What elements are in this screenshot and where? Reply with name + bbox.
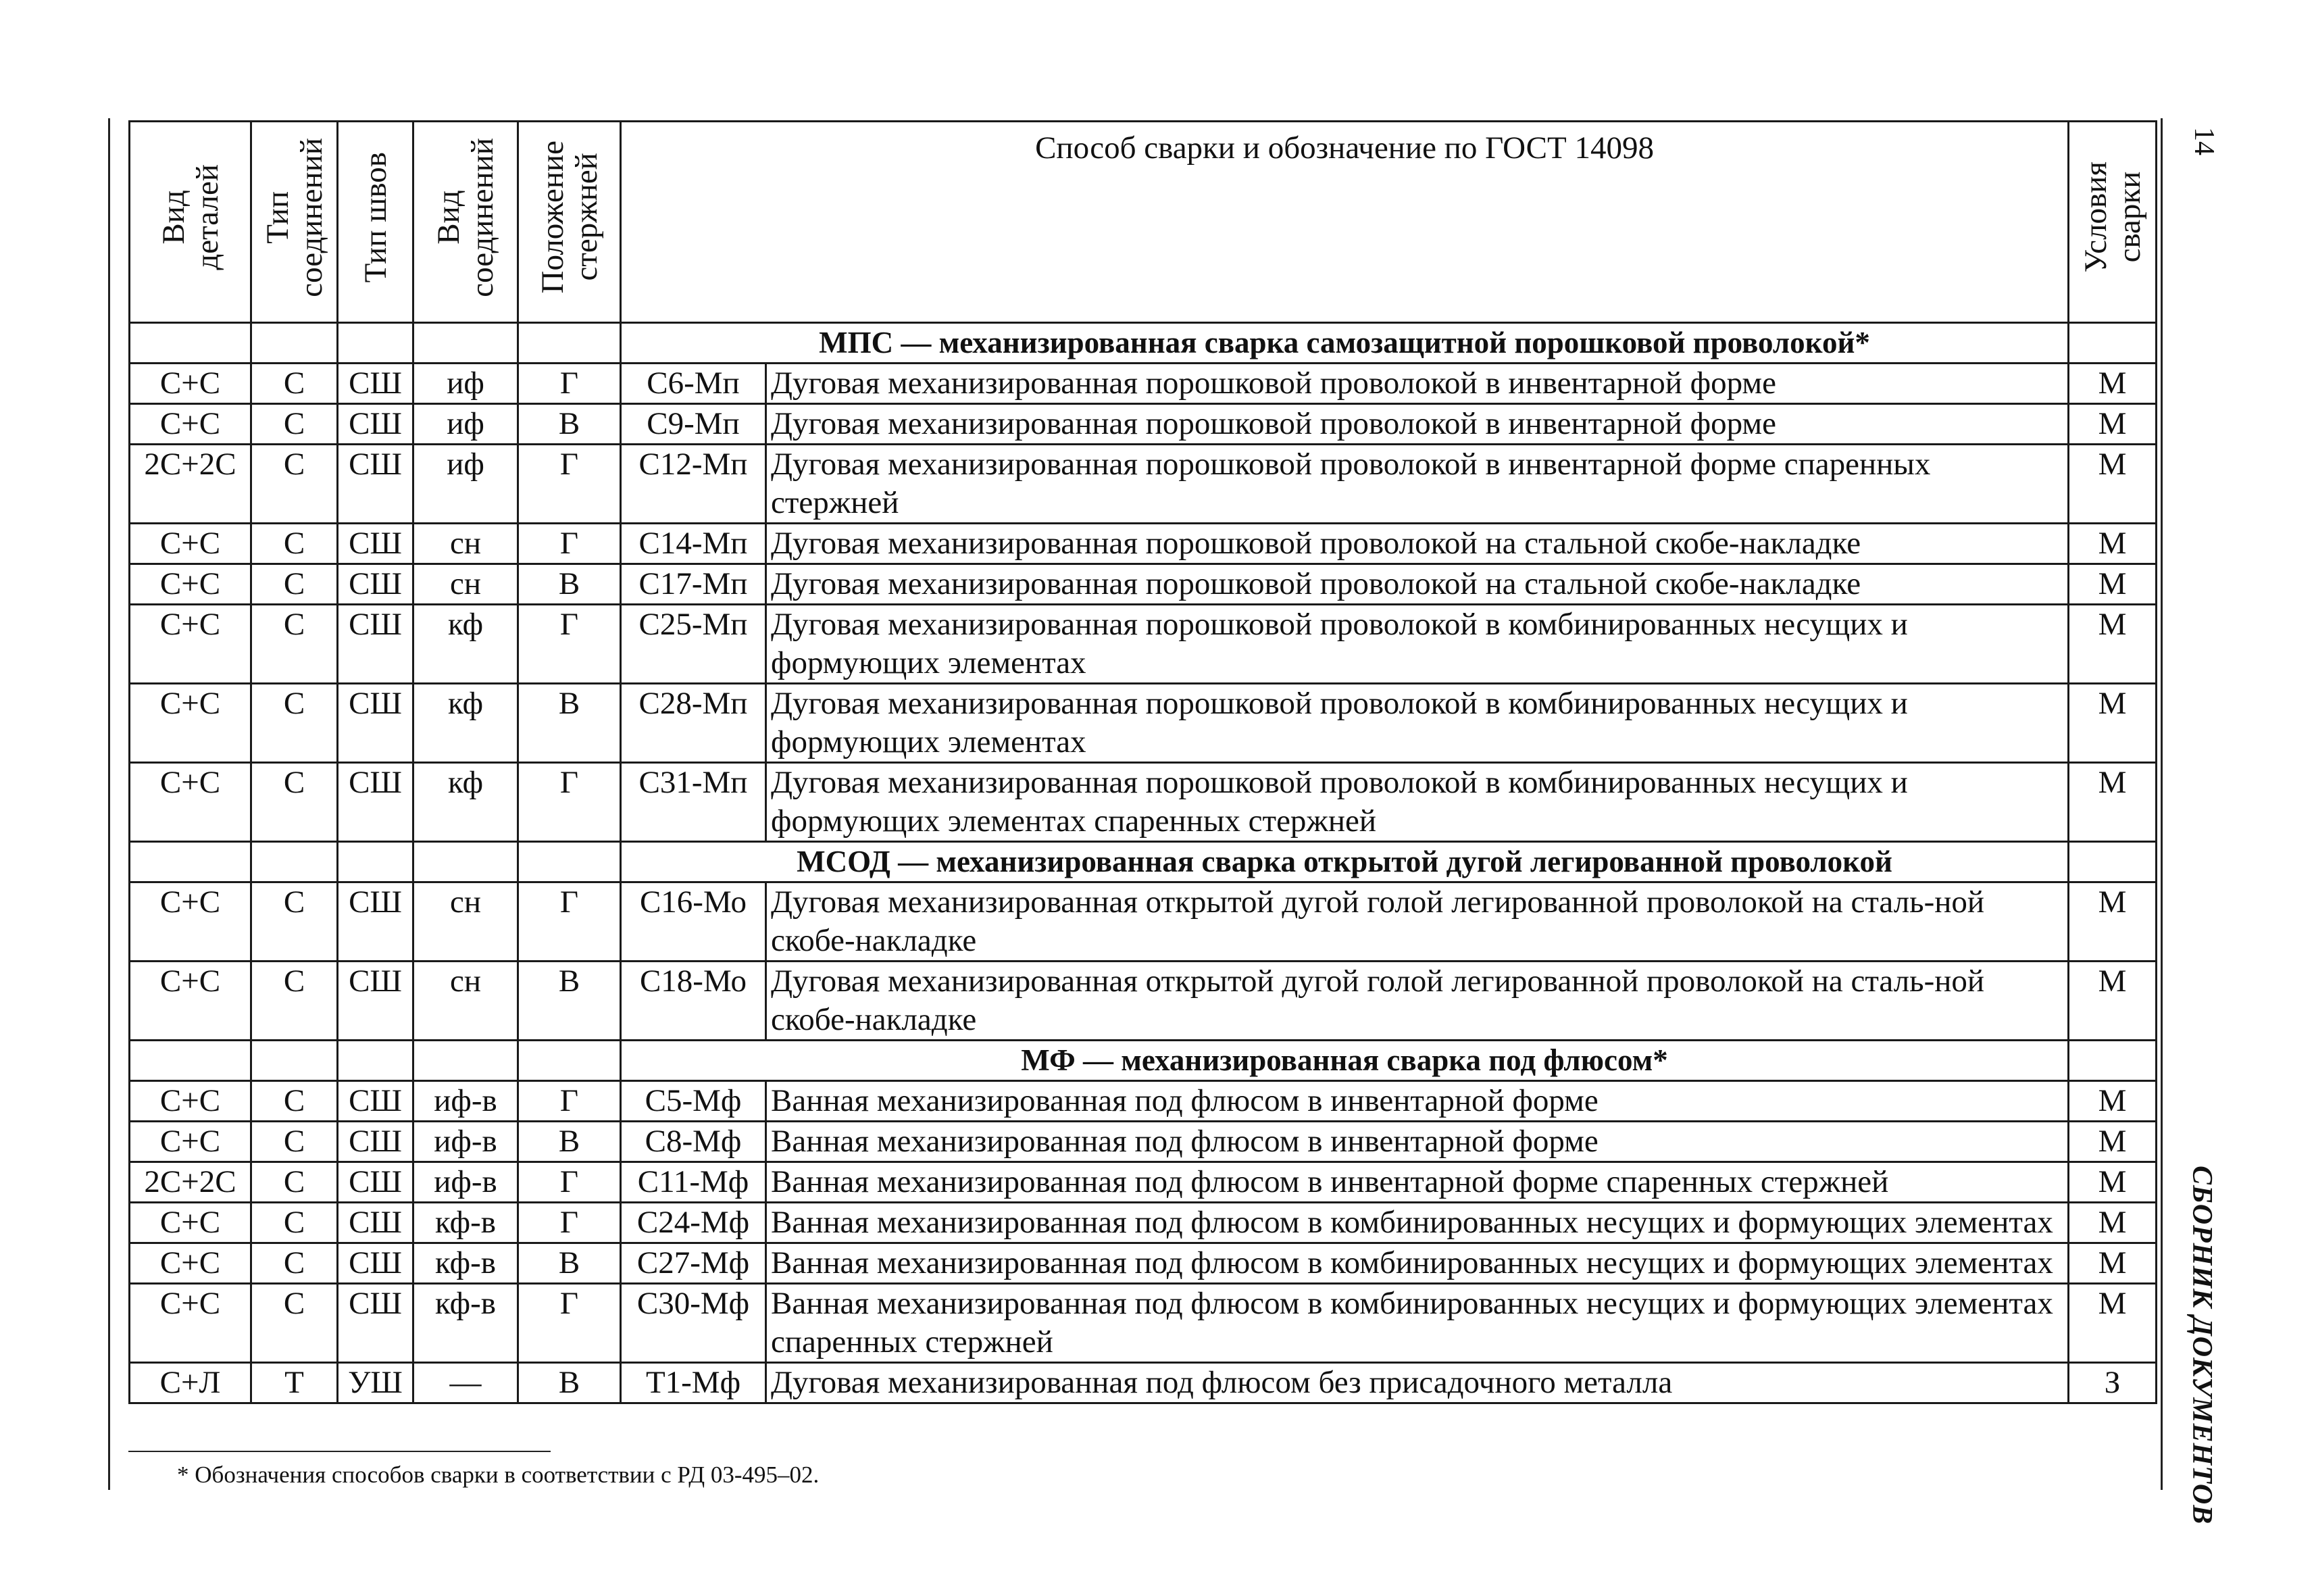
cell-method-code: С18-Мо: [621, 962, 766, 1041]
cell-seam-type: СШ: [338, 882, 413, 962]
cell-detail-type: С+С: [130, 364, 251, 404]
cell-bar-position: Г: [518, 1081, 621, 1122]
cell-connection-kind: иф: [413, 445, 518, 524]
cell-detail-type: С+С: [130, 564, 251, 605]
cell-joint-type: С: [251, 1122, 338, 1162]
cell-detail-type: С+С: [130, 1203, 251, 1243]
cell-seam-type: СШ: [338, 1284, 413, 1363]
cell-conditions: М: [2069, 763, 2157, 842]
group-empty-cell: [338, 1041, 413, 1081]
cell-joint-type: Т: [251, 1363, 338, 1403]
cell-detail-type: С+С: [130, 404, 251, 445]
table-row: [130, 524, 2157, 564]
cell-method-code: С24-Мф: [621, 1203, 766, 1243]
page-number: 14: [2188, 127, 2219, 155]
cell-method-code: С30-Мф: [621, 1284, 766, 1363]
cell-method-description: Ванная механизированная под флюсом в инвентарной форме спаренных стержней: [766, 1162, 2069, 1203]
cell-method-description: Дуговая механизированная порошковой проволокой в комбинированных несущих и формующих элементах: [766, 605, 2069, 684]
cell-bar-position: Г: [518, 882, 621, 962]
footnote-rule: [128, 1451, 551, 1452]
cell-method-code: С17-Мп: [621, 564, 766, 605]
table-row: [130, 882, 2157, 962]
cell-seam-type: СШ: [338, 1243, 413, 1284]
cell-connection-kind: иф: [413, 404, 518, 445]
group-title: МФ — механизированная сварка под флюсом*: [621, 1041, 2069, 1081]
cell-connection-kind: иф-в: [413, 1162, 518, 1203]
header-method: Способ сварки и обозначение по ГОСТ 14098: [621, 122, 2069, 323]
cell-seam-type: СШ: [338, 1122, 413, 1162]
cell-seam-type: СШ: [338, 1203, 413, 1243]
cell-detail-type: С+С: [130, 524, 251, 564]
cell-method-code: С25-Мп: [621, 605, 766, 684]
welding-methods-table: [128, 120, 2157, 1404]
header-seam-type: Тип швов: [338, 122, 413, 323]
cell-connection-kind: кф: [413, 763, 518, 842]
cell-conditions: М: [2069, 684, 2157, 763]
cell-joint-type: С: [251, 1203, 338, 1243]
cell-method-code: С6-Мп: [621, 364, 766, 404]
cell-detail-type: С+С: [130, 1081, 251, 1122]
cell-detail-type: С+С: [130, 962, 251, 1041]
header-bar-position: Положение стержней: [518, 122, 621, 323]
cell-method-code: С5-Мф: [621, 1081, 766, 1122]
group-empty-cell: [413, 842, 518, 882]
cell-method-code: С8-Мф: [621, 1122, 766, 1162]
cell-joint-type: С: [251, 1081, 338, 1122]
cell-connection-kind: —: [413, 1363, 518, 1403]
cell-bar-position: Г: [518, 524, 621, 564]
table-row: [130, 445, 2157, 524]
cell-method-code: С14-Мп: [621, 524, 766, 564]
cell-conditions: М: [2069, 364, 2157, 404]
cell-bar-position: Г: [518, 1203, 621, 1243]
cell-bar-position: В: [518, 1122, 621, 1162]
cell-method-description: Ванная механизированная под флюсом в инвентарной форме: [766, 1081, 2069, 1122]
table-row: [130, 404, 2157, 445]
cell-method-code: С9-Мп: [621, 404, 766, 445]
cell-method-description: Дуговая механизированная порошковой проволокой на стальной скобе-накладке: [766, 524, 2069, 564]
cell-bar-position: В: [518, 404, 621, 445]
cell-joint-type: С: [251, 524, 338, 564]
cell-method-description: Ванная механизированная под флюсом в инвентарной форме: [766, 1122, 2069, 1162]
cell-method-description: Ванная механизированная под флюсом в комбинированных несущих и формующих элементах спаренных стержней: [766, 1284, 2069, 1363]
cell-conditions: М: [2069, 1243, 2157, 1284]
header-joint-type: Тип соединений: [251, 122, 338, 323]
cell-connection-kind: кф-в: [413, 1243, 518, 1284]
group-header-row: [130, 1041, 2157, 1081]
running-title: СБОРНИК ДОКУМЕНТОВ: [2186, 1166, 2217, 1525]
cell-method-description: Дуговая механизированная порошковой проволокой в инвентарной форме: [766, 404, 2069, 445]
cell-conditions: М: [2069, 1203, 2157, 1243]
group-empty-cell: [130, 323, 251, 364]
footnote: * Обозначения способов сварки в соответствии с РД 03-495–02.: [177, 1462, 820, 1488]
cell-detail-type: С+С: [130, 1122, 251, 1162]
group-empty-cell: [518, 323, 621, 364]
cell-bar-position: Г: [518, 763, 621, 842]
group-empty-cell: [2069, 1041, 2157, 1081]
cell-conditions: М: [2069, 605, 2157, 684]
table-row: [130, 1122, 2157, 1162]
cell-connection-kind: кф: [413, 605, 518, 684]
cell-seam-type: СШ: [338, 404, 413, 445]
cell-method-code: С31-Мп: [621, 763, 766, 842]
cell-conditions: М: [2069, 524, 2157, 564]
cell-conditions: М: [2069, 882, 2157, 962]
cell-method-description: Дуговая механизированная порошковой проволокой в инвентарной форме спаренных стержней: [766, 445, 2069, 524]
cell-method-description: Дуговая механизированная порошковой проволокой в комбинированных несущих и формующих элементах спаренных стержней: [766, 763, 2069, 842]
cell-bar-position: Г: [518, 1284, 621, 1363]
group-empty-cell: [130, 842, 251, 882]
table-row: [130, 962, 2157, 1041]
group-empty-cell: [413, 1041, 518, 1081]
left-margin-rule: [108, 118, 110, 1490]
table-row: [130, 684, 2157, 763]
group-empty-cell: [2069, 842, 2157, 882]
cell-joint-type: С: [251, 1243, 338, 1284]
group-empty-cell: [251, 1041, 338, 1081]
group-empty-cell: [251, 323, 338, 364]
group-empty-cell: [338, 323, 413, 364]
group-title: МСОД — механизированная сварка открытой дугой легированной проволокой: [621, 842, 2069, 882]
cell-seam-type: СШ: [338, 524, 413, 564]
group-empty-cell: [338, 842, 413, 882]
table-row: [130, 564, 2157, 605]
cell-method-description: Дуговая механизированная под флюсом без присадочного металла: [766, 1363, 2069, 1403]
cell-method-description: Ванная механизированная под флюсом в комбинированных несущих и формующих элементах: [766, 1243, 2069, 1284]
cell-method-code: С28-Мп: [621, 684, 766, 763]
cell-seam-type: СШ: [338, 763, 413, 842]
cell-seam-type: СШ: [338, 445, 413, 524]
cell-detail-type: С+Л: [130, 1363, 251, 1403]
cell-detail-type: С+С: [130, 605, 251, 684]
cell-method-description: Дуговая механизированная порошковой проволокой в инвентарной форме: [766, 364, 2069, 404]
cell-method-description: Дуговая механизированная порошковой проволокой в комбинированных несущих и формующих элементах: [766, 684, 2069, 763]
table-row: [130, 364, 2157, 404]
cell-seam-type: СШ: [338, 605, 413, 684]
cell-seam-type: СШ: [338, 564, 413, 605]
cell-joint-type: С: [251, 962, 338, 1041]
cell-bar-position: В: [518, 1243, 621, 1284]
table-row: [130, 763, 2157, 842]
header-detail-type: Вид деталей: [130, 122, 251, 323]
cell-conditions: М: [2069, 1162, 2157, 1203]
cell-bar-position: Г: [518, 1162, 621, 1203]
cell-joint-type: С: [251, 882, 338, 962]
cell-conditions: М: [2069, 962, 2157, 1041]
group-empty-cell: [2069, 323, 2157, 364]
cell-joint-type: С: [251, 445, 338, 524]
table-row: [130, 1203, 2157, 1243]
cell-detail-type: С+С: [130, 1284, 251, 1363]
cell-method-code: С16-Мо: [621, 882, 766, 962]
cell-connection-kind: кф-в: [413, 1284, 518, 1363]
cell-seam-type: УШ: [338, 1363, 413, 1403]
cell-seam-type: СШ: [338, 962, 413, 1041]
group-empty-cell: [518, 1041, 621, 1081]
cell-bar-position: В: [518, 962, 621, 1041]
group-empty-cell: [413, 323, 518, 364]
cell-joint-type: С: [251, 763, 338, 842]
cell-joint-type: С: [251, 404, 338, 445]
group-title: МПС — механизированная сварка самозащитной порошковой проволокой*: [621, 323, 2069, 364]
cell-bar-position: Г: [518, 445, 621, 524]
cell-bar-position: В: [518, 1363, 621, 1403]
cell-connection-kind: иф: [413, 364, 518, 404]
cell-method-code: С12-Мп: [621, 445, 766, 524]
cell-conditions: М: [2069, 1284, 2157, 1363]
cell-method-description: Дуговая механизированная открытой дугой голой легированной проволокой на сталь-ной скобе-накладке: [766, 882, 2069, 962]
cell-conditions: М: [2069, 445, 2157, 524]
cell-conditions: М: [2069, 564, 2157, 605]
cell-connection-kind: кф: [413, 684, 518, 763]
group-empty-cell: [518, 842, 621, 882]
cell-connection-kind: сн: [413, 962, 518, 1041]
group-empty-cell: [251, 842, 338, 882]
cell-detail-type: 2С+2С: [130, 1162, 251, 1203]
cell-seam-type: СШ: [338, 1081, 413, 1122]
table-row: [130, 1363, 2157, 1403]
cell-connection-kind: иф-в: [413, 1081, 518, 1122]
table-row: [130, 605, 2157, 684]
cell-method-description: Ванная механизированная под флюсом в комбинированных несущих и формующих элементах: [766, 1203, 2069, 1243]
cell-detail-type: С+С: [130, 1243, 251, 1284]
cell-bar-position: Г: [518, 364, 621, 404]
cell-conditions: М: [2069, 404, 2157, 445]
table-row: [130, 1081, 2157, 1122]
cell-method-description: Дуговая механизированная открытой дугой голой легированной проволокой на сталь-ной скобе-накладке: [766, 962, 2069, 1041]
cell-connection-kind: кф-в: [413, 1203, 518, 1243]
cell-seam-type: СШ: [338, 684, 413, 763]
table-row: [130, 1284, 2157, 1363]
cell-method-code: С27-Мф: [621, 1243, 766, 1284]
cell-joint-type: С: [251, 684, 338, 763]
group-empty-cell: [130, 1041, 251, 1081]
cell-connection-kind: сн: [413, 564, 518, 605]
cell-joint-type: С: [251, 1162, 338, 1203]
group-header-row: [130, 842, 2157, 882]
cell-detail-type: С+С: [130, 763, 251, 842]
cell-connection-kind: сн: [413, 882, 518, 962]
table-row: [130, 1162, 2157, 1203]
cell-conditions: М: [2069, 1081, 2157, 1122]
cell-bar-position: В: [518, 684, 621, 763]
cell-joint-type: С: [251, 605, 338, 684]
cell-detail-type: С+С: [130, 684, 251, 763]
table-body: [130, 323, 2157, 1403]
table-row: [130, 1243, 2157, 1284]
cell-seam-type: СШ: [338, 364, 413, 404]
cell-connection-kind: иф-в: [413, 1122, 518, 1162]
header-row: [130, 122, 2157, 323]
cell-joint-type: С: [251, 364, 338, 404]
cell-bar-position: Г: [518, 605, 621, 684]
cell-method-description: Дуговая механизированная порошковой проволокой на стальной скобе-накладке: [766, 564, 2069, 605]
cell-seam-type: СШ: [338, 1162, 413, 1203]
cell-detail-type: С+С: [130, 882, 251, 962]
cell-conditions: М: [2069, 1122, 2157, 1162]
cell-connection-kind: сн: [413, 524, 518, 564]
right-margin-rule: [2161, 118, 2163, 1490]
header-connection-kind: Вид соединений: [413, 122, 518, 323]
header-conditions: Условия сварки: [2069, 122, 2157, 323]
cell-joint-type: С: [251, 564, 338, 605]
cell-conditions: З: [2069, 1363, 2157, 1403]
cell-bar-position: В: [518, 564, 621, 605]
cell-joint-type: С: [251, 1284, 338, 1363]
cell-method-code: Т1-Мф: [621, 1363, 766, 1403]
cell-method-code: С11-Мф: [621, 1162, 766, 1203]
cell-detail-type: 2С+2С: [130, 445, 251, 524]
group-header-row: [130, 323, 2157, 364]
